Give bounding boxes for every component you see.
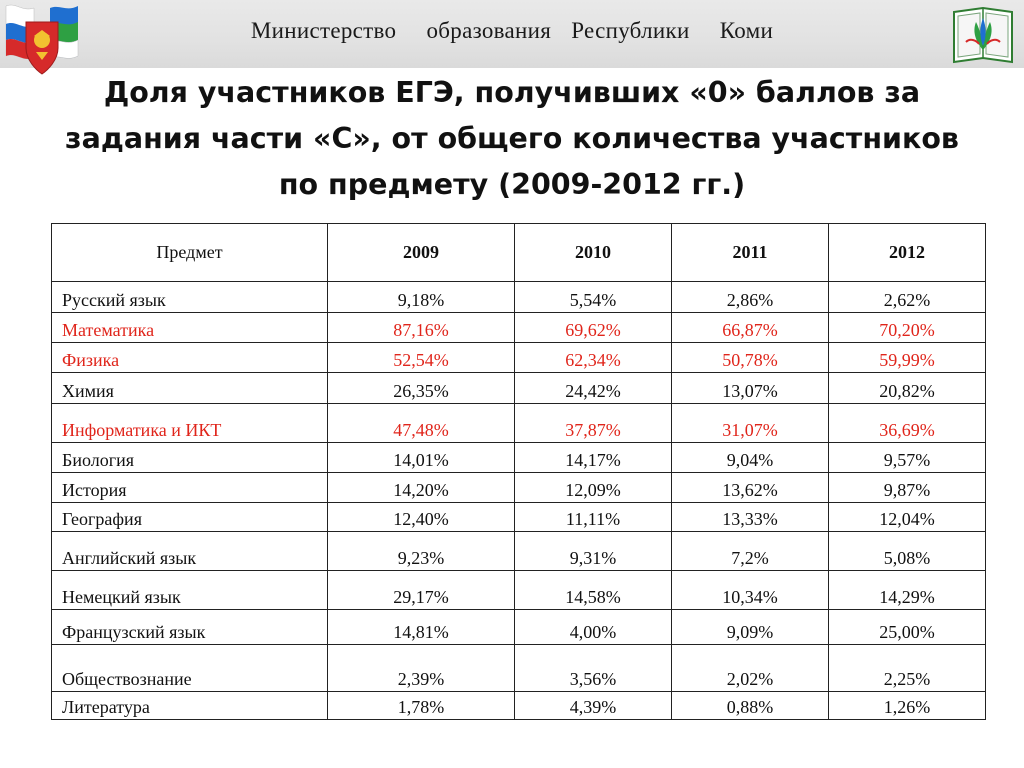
value-cell-2010: 69,62% xyxy=(515,313,672,343)
column-header-2009: 2009 xyxy=(328,224,515,282)
value-cell-2009: 14,20% xyxy=(328,473,515,503)
value-cell-2009: 52,54% xyxy=(328,343,515,373)
value-cell-2011: 7,2% xyxy=(672,532,829,571)
value-cell-2009: 14,01% xyxy=(328,443,515,473)
value-cell-2012: 1,26% xyxy=(829,692,986,720)
value-cell-2010: 4,39% xyxy=(515,692,672,720)
value-cell-2011: 9,09% xyxy=(672,610,829,645)
page-title xyxy=(20,70,1004,208)
value-cell-2010: 14,58% xyxy=(515,571,672,610)
value-cell-2011: 13,62% xyxy=(672,473,829,503)
table-row xyxy=(52,503,986,532)
column-header-2010: 2010 xyxy=(515,224,672,282)
value-cell-2010: 14,17% xyxy=(515,443,672,473)
value-cell-2009: 9,18% xyxy=(328,282,515,313)
value-cell-2012: 36,69% xyxy=(829,404,986,443)
table-row xyxy=(52,443,986,473)
value-cell-2012: 12,04% xyxy=(829,503,986,532)
table-row xyxy=(52,373,986,404)
value-cell-2011: 50,78% xyxy=(672,343,829,373)
table-body xyxy=(52,282,986,720)
subject-cell: Обществознание xyxy=(52,645,328,692)
value-cell-2010: 5,54% xyxy=(515,282,672,313)
subject-cell: Английский язык xyxy=(52,532,328,571)
table-row xyxy=(52,571,986,610)
subject-cell: Немецкий язык xyxy=(52,571,328,610)
value-cell-2012: 5,08% xyxy=(829,532,986,571)
value-cell-2010: 62,34% xyxy=(515,343,672,373)
subject-cell: История xyxy=(52,473,328,503)
results-table xyxy=(51,223,986,720)
value-cell-2011: 9,04% xyxy=(672,443,829,473)
value-cell-2010: 12,09% xyxy=(515,473,672,503)
column-header-subject: Предмет xyxy=(52,224,328,282)
table-row xyxy=(52,282,986,313)
value-cell-2009: 26,35% xyxy=(328,373,515,404)
value-cell-2011: 2,86% xyxy=(672,282,829,313)
value-cell-2011: 31,07% xyxy=(672,404,829,443)
value-cell-2009: 87,16% xyxy=(328,313,515,343)
value-cell-2010: 3,56% xyxy=(515,645,672,692)
value-cell-2011: 13,33% xyxy=(672,503,829,532)
value-cell-2012: 70,20% xyxy=(829,313,986,343)
ministry-header: Министерство образования Республики Коми xyxy=(250,18,774,43)
value-cell-2011: 66,87% xyxy=(672,313,829,343)
title-line-3: по предмету (2009-2012 гг.) xyxy=(278,168,746,201)
title-line-1: Доля участников ЕГЭ, получивших «0» баллов за xyxy=(103,76,921,109)
table-row xyxy=(52,610,986,645)
value-cell-2009: 9,23% xyxy=(328,532,515,571)
value-cell-2012: 2,62% xyxy=(829,282,986,313)
value-cell-2012: 9,87% xyxy=(829,473,986,503)
subject-cell: Литература xyxy=(52,692,328,720)
value-cell-2012: 2,25% xyxy=(829,645,986,692)
table-row xyxy=(52,532,986,571)
value-cell-2010: 11,11% xyxy=(515,503,672,532)
value-cell-2009: 29,17% xyxy=(328,571,515,610)
value-cell-2009: 47,48% xyxy=(328,404,515,443)
value-cell-2010: 37,87% xyxy=(515,404,672,443)
subject-cell: Русский язык xyxy=(52,282,328,313)
value-cell-2010: 24,42% xyxy=(515,373,672,404)
subject-cell: География xyxy=(52,503,328,532)
table-row xyxy=(52,404,986,443)
value-cell-2009: 1,78% xyxy=(328,692,515,720)
table-row xyxy=(52,473,986,503)
value-cell-2012: 9,57% xyxy=(829,443,986,473)
value-cell-2011: 0,88% xyxy=(672,692,829,720)
subject-cell: Математика xyxy=(52,313,328,343)
table-row xyxy=(52,645,986,692)
value-cell-2009: 14,81% xyxy=(328,610,515,645)
value-cell-2011: 13,07% xyxy=(672,373,829,404)
value-cell-2011: 10,34% xyxy=(672,571,829,610)
value-cell-2010: 4,00% xyxy=(515,610,672,645)
value-cell-2012: 59,99% xyxy=(829,343,986,373)
value-cell-2012: 14,29% xyxy=(829,571,986,610)
value-cell-2010: 9,31% xyxy=(515,532,672,571)
title-line-2: задания части «С», от общего количества участников xyxy=(65,122,959,155)
subject-cell: Информатика и ИКТ xyxy=(52,404,328,443)
column-header-2011: 2011 xyxy=(672,224,829,282)
column-header-2012: 2012 xyxy=(829,224,986,282)
subject-cell: Физика xyxy=(52,343,328,373)
subject-cell: Французский язык xyxy=(52,610,328,645)
subject-cell: Химия xyxy=(52,373,328,404)
value-cell-2009: 12,40% xyxy=(328,503,515,532)
table-row xyxy=(52,692,986,720)
value-cell-2009: 2,39% xyxy=(328,645,515,692)
value-cell-2012: 25,00% xyxy=(829,610,986,645)
table-row xyxy=(52,343,986,373)
value-cell-2011: 2,02% xyxy=(672,645,829,692)
subject-cell: Биология xyxy=(52,443,328,473)
table-header-row xyxy=(52,224,986,282)
value-cell-2012: 20,82% xyxy=(829,373,986,404)
table-row xyxy=(52,313,986,343)
